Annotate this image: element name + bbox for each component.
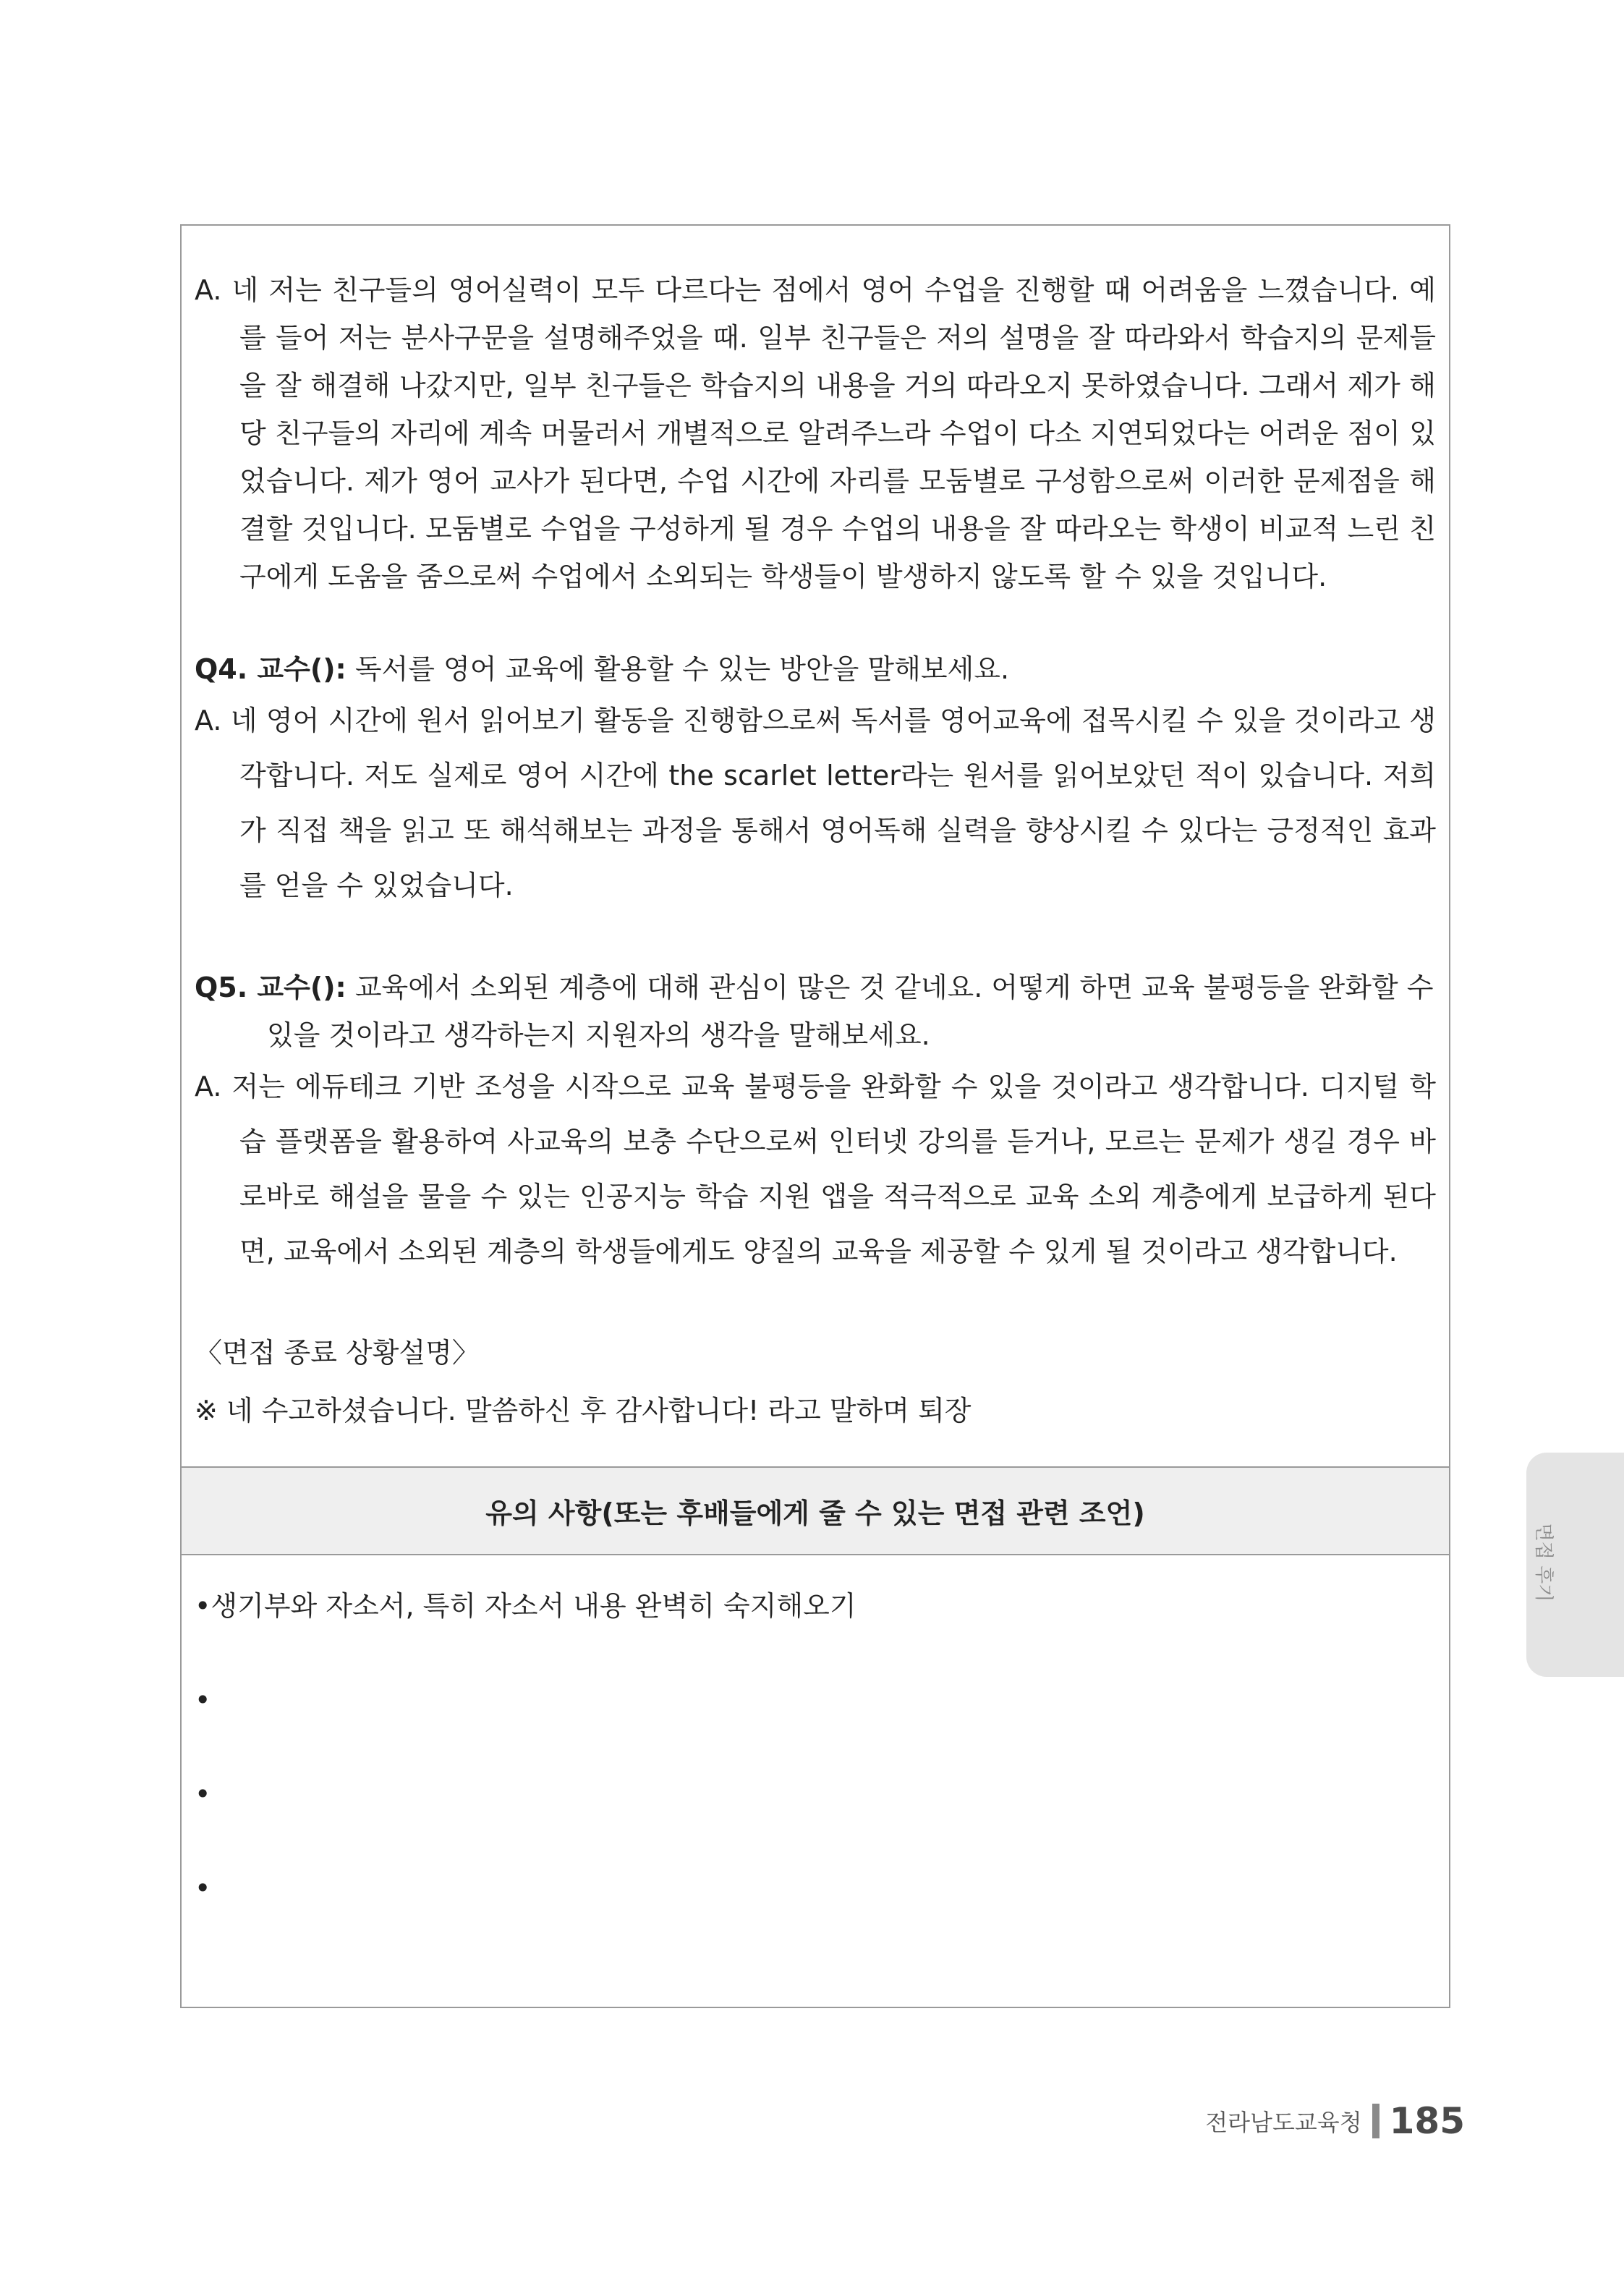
answer-q4: A. 네 영어 시간에 원서 읽어보기 활동을 진행함으로써 독서를 영어교육에 접목시킬 수 있을 것이라고 생각합니다. 저도 실제로 영어 시간에 the scarlet letter라는 원서를 읽어보았던 적이 있습니다. 저희가 직접 책을 읽고 또 해석해보는 과정을 통해서 영어독해 실력을 향상시킬 수 있다는 긍정적인 효과를 얻을 수 있었습니다.: [195, 705, 1436, 901]
question-q4-label: Q4. 교수():: [195, 653, 347, 685]
footer-organization: 전라남도교육청: [1205, 2109, 1362, 2136]
closing-note: ※ 네 수고하셨습니다. 말씀하신 후 감사합니다! 라고 말하며 퇴장: [195, 1395, 972, 1427]
page-number: 185: [1389, 2100, 1465, 2142]
tip-item: •: [195, 1778, 211, 1810]
question-q5-label: Q5. 교수():: [195, 972, 347, 1003]
section-side-tab-label: 면접 후기: [1532, 1523, 1555, 1602]
tip-item: •: [195, 1872, 211, 1904]
page-footer: [1205, 2100, 1465, 2142]
tip-item: •: [195, 1684, 211, 1716]
answer-q3: A. 네 저는 친구들의 영어실력이 모두 다르다는 점에서 영어 수업을 진행할 때 어려움을 느꼈습니다. 예를 들어 저는 분사구문을 설명해주었을 때. 일부 친구들은 저의 설명을 잘 따라와서 학습지의 문제들을 잘 해결해 나갔지만, 일부 친구들은 학습지의 내용을 거의 따라오지 못하였습니다. 그래서 제가 해당 친구들의 자리에 계속 머물러서 개별적으로 알려주느라 수업이 다소 지연되었다는 어려운 점이 있었습니다. 제가 영어 교사가 된다면, 수업 시간에 자리를 모둠별로 구성함으로써 이러한 문제점을 해결할 것입니다. 모둠별로 수업을 구성하게 될 경우 수업의 내용을 잘 따라오는 학생이 비교적 느린 친구에게 도움을 줌으로써 수업에서 소외되는 학생들이 발생하지 않도록 할 수 있을 것입니다.: [195, 274, 1436, 592]
interview-content: [195, 266, 1436, 1440]
answer-q5: A. 저는 에듀테크 기반 조성을 시작으로 교육 불평등을 완화할 수 있을 것이라고 생각합니다. 디지털 학습 플랫폼을 활용하여 사교육의 보충 수단으로써 인터넷 강의를 듣거나, 모르는 문제가 생길 경우 바로바로 해설을 물을 수 있는 인공지능 학습 지원 앱을 적극적으로 교육 소외 계층에게 보급하게 된다면, 교육에서 소외된 계층의 학생들에게도 양질의 교육을 제공할 수 있게 될 것이라고 생각합니다.: [195, 1071, 1436, 1267]
closing-title: 〈면접 종료 상황설명〉: [195, 1337, 480, 1369]
question-q5-text: 교육에서 소외된 계층에 대해 관심이 많은 것 같네요. 어떻게 하면 교육 불평등을 완화할 수 있을 것이라고 생각하는지 지원자의 생각을 말해보세요.: [267, 972, 1434, 1051]
tips-list: [195, 1584, 1436, 1960]
question-q4-text: 독서를 영어 교육에 활용할 수 있는 방안을 말해보세요.: [346, 653, 1010, 685]
tip-item: •생기부와 자소서, 특히 자소서 내용 완벽히 숙지해오기: [195, 1590, 856, 1622]
question-q5: [195, 964, 1436, 1059]
footer-divider: [1372, 2104, 1379, 2138]
interview-record-box: [180, 224, 1450, 2008]
tips-header: 유의 사항(또는 후배들에게 줄 수 있는 면접 관련 조언): [182, 1466, 1449, 1555]
question-q4: [195, 645, 1436, 693]
